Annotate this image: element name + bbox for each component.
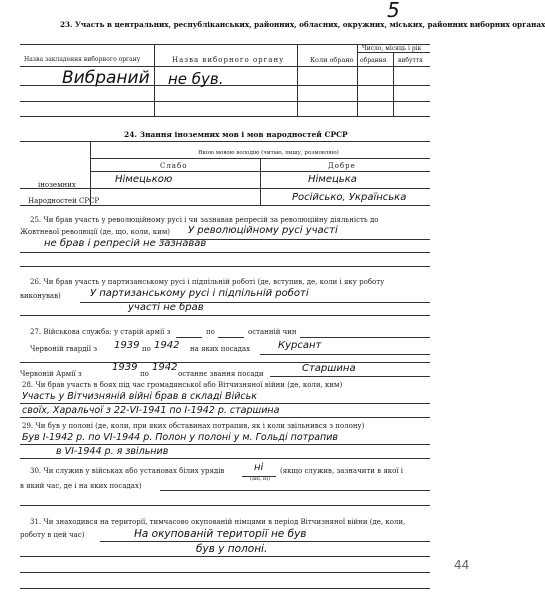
q25-text-2: Жовтневої революції (де, що, коли, ким) bbox=[20, 228, 171, 236]
q27-hw-rank: Старшина bbox=[302, 363, 356, 374]
q28-text-1: 28. Чи брав участь в боях під час громадянської або Вітчизняної війни (де, коли, ким) bbox=[22, 381, 343, 389]
q27-hw-to: 1942 bbox=[154, 340, 180, 351]
q27-hw-from-2: 1939 bbox=[112, 362, 138, 373]
col-good: Добре bbox=[328, 162, 356, 170]
q25-hw-2: не брав і репресій не зазнавав bbox=[44, 238, 207, 249]
lang-subheader: Якою мовою володію (читаю, пишу, розмовляю) bbox=[198, 150, 339, 156]
q26-text-2: виконував) bbox=[20, 292, 61, 300]
hw-lang-good-2: Російсько, Українська bbox=[292, 192, 407, 203]
q31-hw-1: На окупованій території не був bbox=[134, 528, 307, 540]
q31-text-1: 31. Чи знаходився на території, тимчасово окупованій німцями в період Вітчизняної війни (де, коли, bbox=[30, 518, 406, 526]
q25-text-1: 25. Чи брав участь у революційному русі і чи зазнавав репресій за революційну діяльність до bbox=[30, 216, 379, 224]
section-24-title: 24. Знання іноземних мов і мов народностей СРСР bbox=[124, 130, 348, 139]
q29-hw-1: Був I-1942 р. по VI-1944 р. Полон у полоні у м. Гольді потрапив bbox=[22, 432, 339, 443]
col-organ-name: Назва виборного органу bbox=[172, 56, 285, 64]
col-left: вибуття bbox=[398, 57, 423, 64]
row-ussr: Народностей СРСР bbox=[28, 197, 100, 205]
q30-text-1b: (якщо служив, зазначити в якої і bbox=[280, 467, 404, 475]
row-foreign: іноземних bbox=[38, 181, 76, 189]
q27-last-post: останнє звання посади bbox=[178, 370, 264, 378]
q25-hw-1: У революційному русі участі bbox=[188, 225, 338, 236]
hw-lang-good-1: Німецька bbox=[308, 174, 357, 185]
q30-hw-1: ні bbox=[254, 462, 264, 473]
q30-text-1: 30. Чи служив у військах або установах білих урядів bbox=[30, 467, 225, 475]
q27-by-2: по bbox=[142, 345, 151, 353]
col-when-elected: Коли обрано bbox=[310, 56, 354, 64]
hw-lang-weak: Німецькою bbox=[115, 174, 173, 185]
q27-text-3: Червоній Армії з bbox=[20, 370, 82, 378]
q31-text-2: роботу в цей час) bbox=[20, 531, 85, 539]
q27-hw-pos: Курсант bbox=[278, 340, 322, 351]
q30-text-2: в який час, де і на яких посадах) bbox=[20, 482, 142, 490]
hw-elected: Вибраний bbox=[62, 68, 150, 88]
q27-hw-from: 1939 bbox=[114, 340, 140, 351]
q26-hw-2: участі не брав bbox=[128, 302, 204, 313]
q27-text-2: Червоній гвардії з bbox=[30, 345, 98, 353]
q28-hw-1: Участь у Вітчизняній війні брав в складі Військ bbox=[22, 391, 257, 402]
q31-hw-2: був у полоні. bbox=[196, 543, 268, 555]
q27-positions: на яких посадах bbox=[190, 345, 251, 353]
col-date: Число, місяць і рік bbox=[362, 45, 422, 52]
q26-text-1: 26. Чи брав участь у партизанському русі і підпільній роботі (де, вступив, де, коли і яку роботу bbox=[30, 278, 385, 286]
q27-text-1: 27. Військова служба: у старій армії з bbox=[30, 328, 171, 336]
q27-by-3: по bbox=[140, 370, 149, 378]
hw-not-was: не був. bbox=[168, 70, 224, 88]
q26-hw-1: У партизанському русі і підпільній роботі bbox=[90, 288, 309, 299]
section-23-title: 23. Участь в центральних, республіканських, районних, обласних, окружних, міських, районних виборних органах bbox=[60, 20, 545, 29]
q28-hw-2: своїх, Харальчої з 22-VI-1941 по I-1942 р. старшина bbox=[22, 405, 280, 416]
col-weak: Слабо bbox=[160, 162, 188, 170]
col-elected: обрання bbox=[360, 57, 387, 64]
corner-mark: 44 bbox=[454, 558, 470, 572]
col-org-name: Назва закладення виборного органу bbox=[24, 56, 141, 63]
q27-by-1: по bbox=[206, 328, 215, 336]
q27-last-rank: останній чин bbox=[248, 328, 297, 336]
page-number-mark: 5 bbox=[387, 0, 400, 22]
q27-hw-to-2: 1942 bbox=[152, 362, 178, 373]
q29-hw-2: в VI-1944 р. я звільнив bbox=[56, 446, 169, 457]
q30-sub: (ані, ні) bbox=[250, 476, 270, 482]
q29-text-1: 29. Чи був у полоні (де, коли, при яких обставинах потрапив, як і коли звільнився з полону) bbox=[22, 422, 365, 430]
